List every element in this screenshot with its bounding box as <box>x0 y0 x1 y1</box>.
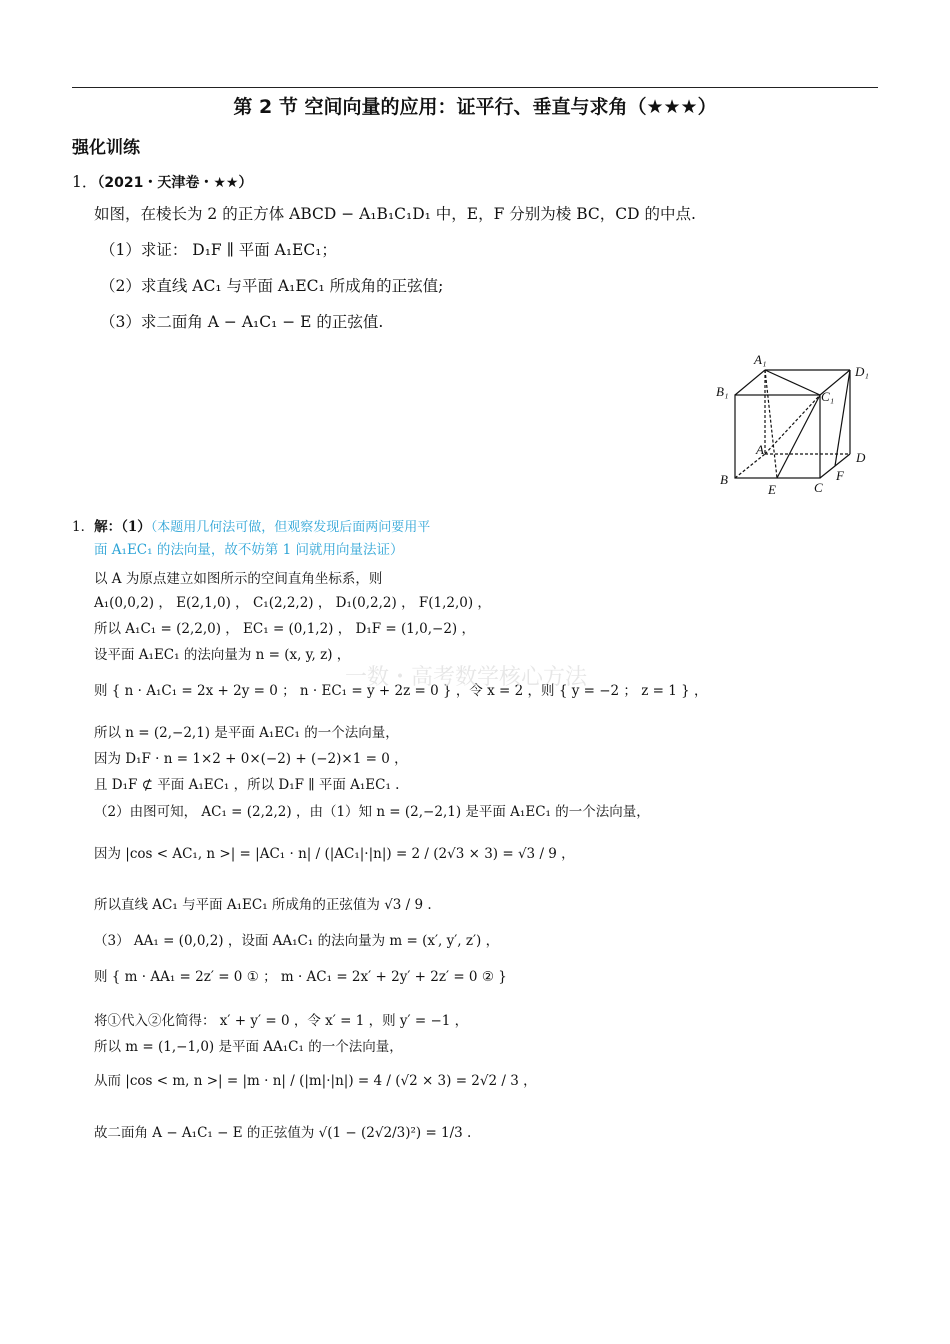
solution-line: （3） AA₁ = (0,0,2) ，设面 AA₁C₁ 的法向量为 m = (x′, y′, z′) ， <box>94 933 500 949</box>
cube-front-face <box>735 395 820 478</box>
solution-line: 所以直线 AC₁ 与平面 A₁EC₁ 所成角的正弦值为 √3 / 9 . <box>94 897 432 913</box>
problem-source: （2021・天津卷・★★） <box>97 175 253 191</box>
solution-head <box>72 518 430 537</box>
solution-line: 则 { m · AA₁ = 2z′ = 0 ① ； m · AC₁ = 2x′ + 2y′ + 2z′ = 0 ② } <box>94 969 507 985</box>
question-1: （1）求证： D₁F ∥ 平面 A₁EC₁； <box>100 241 337 259</box>
solution-line: 将①代入②化简得： x′ + y′ = 0 ，令 x′ = 1 ，则 y′ = −1 ， <box>94 1013 469 1029</box>
question-3: （3）求二面角 A − A₁C₁ − E 的正弦值. <box>100 313 384 331</box>
solution-line: （2）由图可知， AC₁ = (2,2,2) ，由（1）知 n = (2,−2,1) 是平面 A₁EC₁ 的一个法向量， <box>94 804 650 820</box>
solution-line: 则 { n · A₁C₁ = 2x + 2y = 0 ； n · EC₁ = y + 2z = 0 } ，令 x = 2 ，则 { y = −2 ； z = 1 } ， <box>94 683 708 699</box>
solution-line: 且 D₁F ⊄ 平面 A₁EC₁ ，所以 D₁F ∥ 平面 A₁EC₁ . <box>94 777 400 793</box>
problem-header <box>72 172 252 193</box>
cube-figure <box>710 348 880 498</box>
solution-label: 解：（1） <box>94 519 151 535</box>
solution-line: 从而 |cos < m, n >| = |m · n| / (|m|·|n|) = 4 / (√2 × 3) = 2√2 / 3 ， <box>94 1073 537 1089</box>
solution-note-1: （本题用几何法可做，但观察发现后面两问要用平 <box>150 520 431 535</box>
solution-line: A₁(0,0,2) ， E(2,1,0) ， C₁(2,2,2) ， D₁(0,2,2) ， F(1,2,0) ， <box>94 595 491 611</box>
solution-line: 设平面 A₁EC₁ 的法向量为 n = (x, y, z) ， <box>94 647 351 663</box>
solution-line: 所以 n = (2,−2,1) 是平面 A₁EC₁ 的一个法向量， <box>94 725 399 741</box>
header-rule <box>72 87 878 88</box>
label-F: F <box>836 468 844 483</box>
label-D: D <box>856 450 866 465</box>
solution-line: 因为 D₁F · n = 1×2 + 0×(−2) + (−2)×1 = 0 ， <box>94 751 408 767</box>
label-C1: C₁ <box>821 389 835 404</box>
label-A1: A₁ <box>754 352 767 367</box>
solution-line: 因为 |cos < AC₁, n >| = |AC₁ · n| / (|AC₁|·|n|) = 2 / (2√3 × 3) = √3 / 9 ， <box>94 846 575 862</box>
solution-note-2: 面 A₁EC₁ 的法向量，故不妨第 1 问就用向量法证） <box>94 542 404 558</box>
label-E: E <box>768 482 776 497</box>
question-2: （2）求直线 AC₁ 与平面 A₁EC₁ 所成角的正弦值; <box>100 277 444 295</box>
solution-number: 1． <box>72 519 95 535</box>
solution-line: 所以 m = (1,−1,0) 是平面 AA₁C₁ 的一个法向量， <box>94 1039 403 1055</box>
solution-line: 所以 A₁C₁ = (2,2,0) ， EC₁ = (0,1,2) ， D₁F = (1,0,−2) ， <box>94 621 475 637</box>
watermark: 一数・高考数学核心方法 <box>345 665 588 690</box>
section-heading: 强化训练 <box>72 138 140 158</box>
label-B: B <box>720 472 728 487</box>
label-B1: B₁ <box>716 384 729 399</box>
label-C: C <box>814 480 823 495</box>
label-A: A <box>756 442 764 457</box>
solution-line: 以 A 为原点建立如图所示的空间直角坐标系，则 <box>94 571 383 587</box>
page-title: 第 2 节 空间向量的应用：证平行、垂直与求角（★★★） <box>233 96 717 118</box>
problem-number: 1． <box>72 173 98 191</box>
solution-line: 故二面角 A − A₁C₁ − E 的正弦值为 √(1 − (2√2/3)²) = 1/3 . <box>94 1125 472 1141</box>
label-D1: D₁ <box>855 364 869 379</box>
problem-stem: 如图，在棱长为 2 的正方体 ABCD − A₁B₁C₁D₁ 中，E，F 分别为棱 BC，CD 的中点. <box>94 205 696 223</box>
